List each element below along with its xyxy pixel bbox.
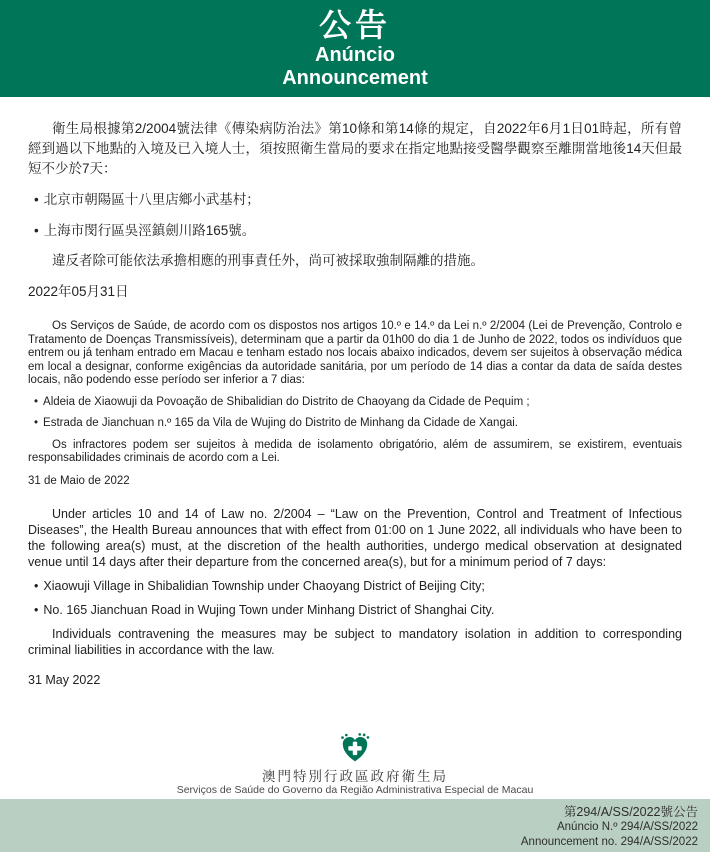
portuguese-bullet-1-text: Aldeia de Xiaowuji da Povoação de Shibalidian do Distrito de Chaoyang da Cidade de Pequim ; [43, 395, 530, 408]
portuguese-date: 31 de Maio de 2022 [28, 474, 130, 487]
portuguese-penalty-paragraph: Os infractores podem ser sujeitos à medida de isolamento obrigatório, além de assumirem, se existirem, eventuais responsabilidades criminais de acordo com a Lei. [28, 438, 682, 464]
english-bullet-2-text: No. 165 Jianchuan Road in Wujing Town under Minhang District of Shanghai City. [43, 603, 495, 617]
section-english [28, 506, 682, 688]
header-title-chinese: 公告 [318, 7, 391, 43]
chinese-bullet-1 [34, 190, 682, 210]
reference-number-english: Announcement no. 294/A/SS/2022 [520, 835, 698, 848]
reference-number-portuguese: Anúncio N.º 294/A/SS/2022 [556, 821, 698, 833]
reference-number-bar [0, 799, 710, 852]
bullet-icon: • [34, 223, 39, 238]
header-banner [0, 0, 710, 97]
organization-name-chinese: 澳門特別行政區政府衛生局 [262, 769, 448, 784]
section-portuguese [28, 320, 682, 488]
chinese-bullet-2-text: 上海市閔行區吳涇鎮劍川路165號。 [43, 223, 256, 238]
portuguese-bullet-2 [34, 417, 682, 431]
bullet-icon: • [34, 579, 39, 593]
english-bullet-1-text: Xiaowuji Village in Shibalidian Township under Chaoyang District of Beijing City; [43, 579, 485, 593]
header-title-portuguese: Anúncio [315, 44, 395, 66]
portuguese-main-paragraph: Os Serviços de Saúde, de acordo com os dispostos nos artigos 10.º e 14.º da Lei n.º 2/2004 (Lei de Prevenção, Controlo e Tratamento de Doenças Transmissíveis), determinam que a partir da 01h00 do dia 1 de Junho de 2022, todos os indivíduos que entrem ou já tenham entrado em Macau e tenham estado nos locais abaixo indicados, devem ser sujeitos à observação médica em local a designar, conforme exigências da autoridade sanitária, por um período de 14 dias a contar da data de saída destes locais, não podendo esse período ser inferior a 7 dias: [28, 320, 682, 386]
chinese-bullet-2 [34, 221, 682, 241]
english-penalty-paragraph: Individuals contravening the measures may be subject to mandatory isolation in addition to corresponding criminal liabilities in accordance with the law. [28, 627, 682, 657]
chinese-bullet-1-text: 北京市朝陽區十八里店鄉小武基村； [43, 192, 260, 207]
english-bullet-1 [34, 578, 682, 594]
english-main-paragraph: Under articles 10 and 14 of Law no. 2/2004 – “Law on the Prevention, Control and Treatment of Infectious Diseases”, the Health Bureau announces that with effect from 01:00 on 1 June 2022, all individuals who have been to the following area(s) must, at the discretion of the health authorities, undergo medical observation at designated venue until 14 days after their departure from the concerned area(s), but for a minimum period of 7 days: [28, 507, 682, 569]
reference-number-chinese: 第294/A/SS/2022號公告 [563, 805, 698, 819]
english-bullet-2 [34, 602, 682, 618]
footer-brand [0, 733, 710, 796]
bullet-icon: • [34, 417, 39, 429]
footer [0, 733, 710, 852]
chinese-penalty-paragraph: 違反者除可能依法承擔相應的刑事責任外，尚可被採取強制隔離的措施。 [52, 253, 484, 268]
organization-name-portuguese: Serviços de Saúde do Governo da Região Administrativa Especial de Macau [176, 784, 534, 796]
chinese-date: 2022年05月31日 [28, 284, 129, 299]
bullet-icon: • [34, 395, 39, 408]
chinese-main-paragraph: 衛生局根據第2/2004號法律《傳染病防治法》第10條和第14條的規定，自2022年6月1日01時起，所有曾經到過以下地點的入境及已入境人士，須按照衛生當局的要求在指定地點接受醫學觀察至離開當地後14天但最短不少於7天： [28, 121, 682, 176]
bullet-icon: • [34, 603, 39, 617]
health-bureau-heart-cross-logo-icon [339, 733, 371, 768]
portuguese-bullet-1 [34, 396, 682, 410]
header-title-english: Announcement [282, 67, 428, 89]
bullet-icon: • [34, 192, 39, 207]
document-body [0, 97, 710, 688]
section-chinese [28, 119, 682, 302]
portuguese-bullet-2-text: Estrada de Jianchuan n.º 165 da Vila de Wujing do Distrito de Minhang da Cidade de Xangai. [43, 417, 518, 429]
english-date: 31 May 2022 [28, 673, 101, 687]
